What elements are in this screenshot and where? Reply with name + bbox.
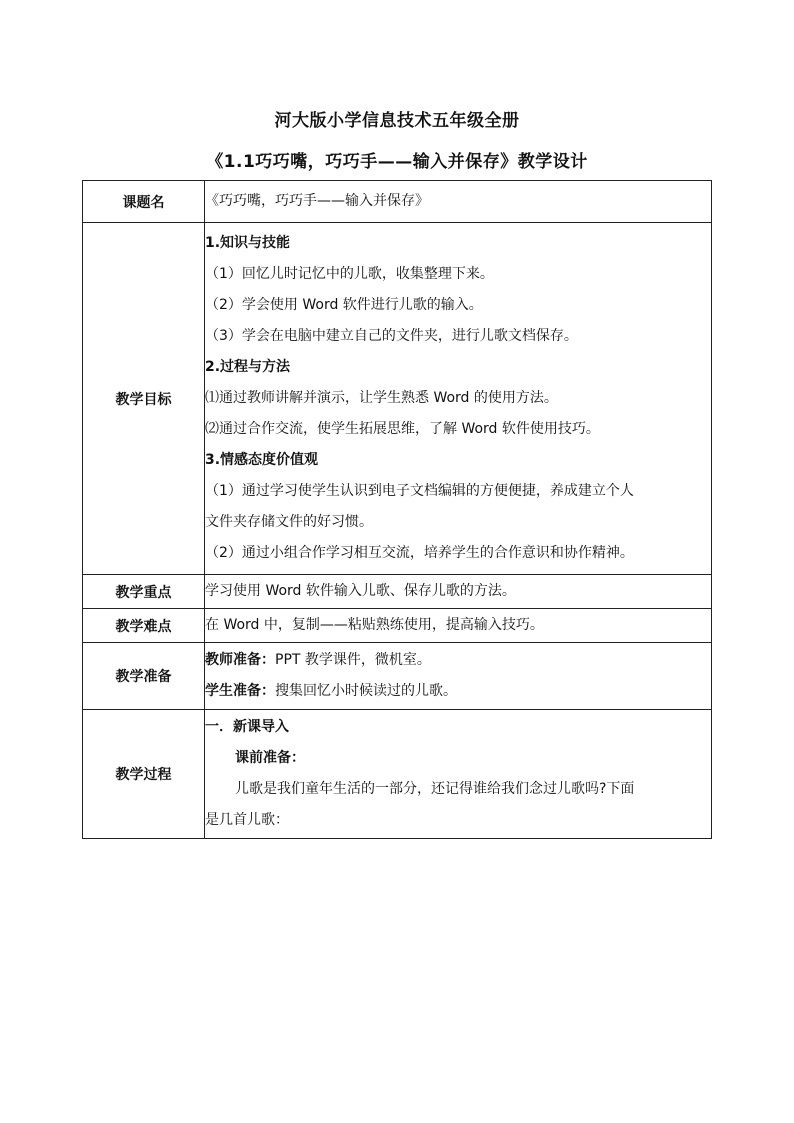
- goal-item: ⑴通过教师讲解并演示，让学生熟悉 Word 的使用方法。: [205, 390, 558, 406]
- goal-section-heading: 2.过程与方法: [205, 359, 291, 375]
- goal-item: （2）学会使用 Word 软件进行儿歌的输入。: [205, 297, 483, 313]
- process-content: [205, 710, 712, 839]
- process-paragraph: 儿歌是我们童年生活的一部分，还记得谁给我们念过儿歌吗?下面: [235, 781, 635, 797]
- row-label-prep: 教学准备: [83, 643, 205, 710]
- table-row-topic: [83, 181, 712, 223]
- goals-content: [205, 223, 712, 575]
- topic-value: 《巧巧嘴，巧巧手——输入并保存》: [205, 181, 712, 223]
- goal-item: ⑵通过合作交流，使学生拓展思维，了解 Word 软件使用技巧。: [205, 421, 600, 437]
- difficulty-value: 在 Word 中，复制——粘贴熟练使用，提高输入技巧。: [205, 609, 712, 643]
- document-title: 河大版小学信息技术五年级全册: [274, 111, 520, 131]
- process-subheading: 课前准备：: [235, 750, 305, 766]
- table-row-goals: [83, 223, 712, 575]
- goal-item: （3）学会在电脑中建立自己的文件夹，进行儿歌文档保存。: [205, 328, 578, 344]
- row-label-process: 教学过程: [83, 710, 205, 839]
- process-paragraph-continued: 是几首儿歌：: [205, 812, 289, 828]
- student-prep: 学生准备：搜集回忆小时候读过的儿歌。: [205, 683, 457, 699]
- goal-section-heading: 3.情感态度价值观: [205, 452, 319, 468]
- prep-content: [205, 643, 712, 710]
- table-row-difficulty: [83, 609, 712, 643]
- document-subtitle: 《1.1巧巧嘴，巧巧手——输入并保存》教学设计: [206, 152, 588, 172]
- table-row-prep: [83, 643, 712, 710]
- process-section-heading: 一．新课导入: [205, 719, 289, 735]
- row-label-goals: 教学目标: [83, 223, 205, 575]
- goal-item: （2）通过小组合作学习相互交流，培养学生的合作意识和协作精神。: [205, 545, 634, 561]
- goal-section-heading: 1.知识与技能: [205, 235, 291, 251]
- lesson-plan-table: [82, 180, 712, 839]
- row-label-topic: 课题名: [83, 181, 205, 223]
- table-row-process: [83, 710, 712, 839]
- row-label-key-point: 教学重点: [83, 575, 205, 609]
- goal-item: （1）通过学习使学生认识到电子文档编辑的方便便捷，养成建立个人: [205, 483, 634, 499]
- key-point-value: 学习使用 Word 软件输入儿歌、保存儿歌的方法。: [205, 575, 712, 609]
- row-label-difficulty: 教学难点: [83, 609, 205, 643]
- goal-item-continued: 文件夹存储文件的好习惯。: [205, 514, 373, 530]
- goal-item: （1）回忆儿时记忆中的儿歌，收集整理下来。: [205, 266, 494, 282]
- teacher-prep: 教师准备：PPT 教学课件，微机室。: [205, 652, 431, 668]
- table-row-key-point: [83, 575, 712, 609]
